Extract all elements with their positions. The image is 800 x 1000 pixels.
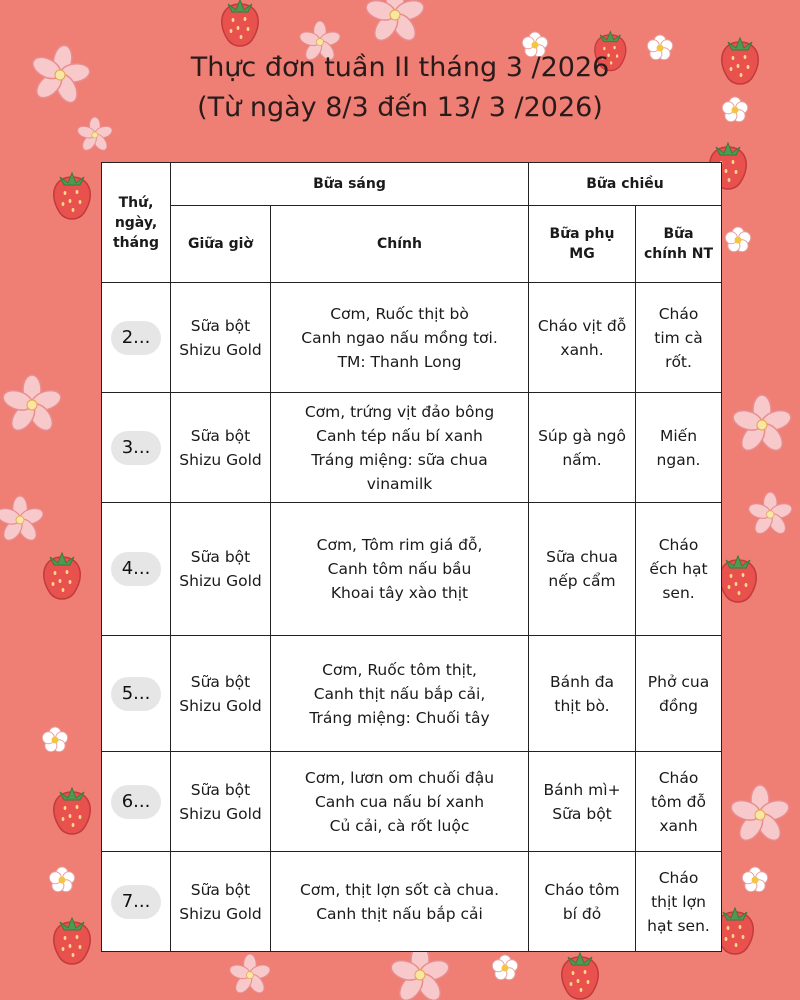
main-meal-cell-line: Canh ngao nấu mồng tơi. [301, 328, 498, 347]
main-nt-cell-line: ngan. [656, 450, 701, 469]
mid-meal-cell-line: Sữa bột [190, 548, 251, 566]
main-nt-cell-line: đồng [659, 696, 699, 715]
main-nt-cell-line: sen. [662, 584, 695, 602]
white-flower-icon [492, 955, 517, 980]
day-cell [102, 503, 171, 636]
side-mg-cell-line: nếp cẩm [548, 572, 616, 590]
cherry-blossom-icon [1, 375, 64, 435]
main-meal-cell-line: TM: Thanh Long [337, 352, 462, 371]
side-mg-cell-line: xanh. [560, 340, 604, 359]
side-mg-cell [529, 752, 636, 852]
strawberry-icon [44, 553, 80, 599]
table-row [102, 636, 722, 752]
mid-meal-cell [171, 503, 271, 636]
main-nt-cell-line: xanh [659, 816, 698, 835]
header-mid-meal: Giữa giờ [171, 206, 271, 283]
main-meal-cell [271, 503, 529, 636]
side-mg-cell [529, 852, 636, 952]
mid-meal-cell-line: Shizu Gold [179, 904, 262, 923]
mid-meal-cell-line: Shizu Gold [179, 572, 262, 590]
mid-meal-cell-line: Sữa bột [190, 426, 251, 445]
cherry-blossom-icon [729, 785, 792, 845]
main-nt-cell [636, 636, 722, 752]
side-mg-cell-line: Bánh mì+ [543, 780, 621, 799]
mid-meal-cell [171, 752, 271, 852]
main-nt-cell-line: Cháo [658, 868, 699, 887]
white-flower-icon [742, 867, 767, 892]
side-mg-cell [529, 283, 636, 393]
cherry-blossom-icon [228, 954, 272, 996]
main-nt-cell-line: Cháo [658, 536, 699, 554]
main-nt-cell-line: Phở cua [647, 672, 710, 691]
mid-meal-cell-line: Sữa bột [190, 316, 251, 335]
main-nt-cell-line: rốt. [665, 352, 692, 371]
main-nt-cell-line: tim cà [654, 328, 703, 347]
main-meal-cell-line: Cơm, Tôm rim giá đỗ, [316, 536, 483, 554]
main-nt-cell-line: Cháo [658, 768, 699, 787]
mid-meal-cell-line: Shizu Gold [179, 340, 262, 359]
side-mg-cell-line: bí đỏ [562, 904, 602, 923]
day-cell [102, 636, 171, 752]
strawberry-icon [720, 556, 756, 602]
side-mg-cell-line: nấm. [562, 450, 602, 469]
main-nt-cell-line: Cháo [658, 304, 699, 323]
mid-meal-cell [171, 283, 271, 393]
strawberry-icon [54, 918, 90, 964]
cherry-blossom-icon [389, 945, 452, 1000]
side-mg-cell-line: Bánh đa [549, 672, 615, 691]
side-mg-cell [529, 636, 636, 752]
table-row [102, 503, 722, 636]
main-meal-cell [271, 283, 529, 393]
page-title: Thực đơn tuần II tháng 3 /2026 [190, 52, 610, 83]
mid-meal-cell-line: Shizu Gold [179, 450, 262, 469]
day-badge: 5... [111, 677, 161, 711]
day-cell [102, 393, 171, 503]
day-badge: 3... [111, 431, 161, 465]
main-meal-cell-line: Cơm, lươn om chuối đậu [304, 768, 495, 787]
side-mg-cell-line: Cháo tôm [544, 880, 620, 899]
main-meal-cell-line: Tráng miệng: sữa chua [311, 450, 488, 469]
main-meal-cell [271, 393, 529, 503]
header-main: Chính [271, 206, 529, 283]
table-row [102, 283, 722, 393]
side-mg-cell-line: thịt bò. [554, 696, 610, 715]
cherry-blossom-icon [747, 492, 794, 537]
main-meal-cell-line: Khoai tây xào thịt [330, 584, 469, 602]
cherry-blossom-icon [364, 0, 427, 45]
main-nt-cell [636, 852, 722, 952]
side-mg-cell-line: Sữa bột [552, 804, 612, 823]
side-mg-cell-line: Cháo vịt đỗ [537, 316, 627, 335]
main-meal-cell-line: Cơm, thịt lợn sốt cà chua. [299, 880, 500, 899]
day-badge: 7... [111, 885, 161, 919]
main-nt-cell-line: ếch hạt [649, 560, 708, 578]
header-main-nt: Bữa chính NT [636, 206, 722, 283]
day-cell [102, 752, 171, 852]
white-flower-icon [49, 867, 74, 892]
main-nt-cell-line: tôm đỗ [651, 792, 706, 811]
day-cell [102, 852, 171, 952]
main-nt-cell [636, 283, 722, 393]
cherry-blossom-icon [0, 496, 45, 544]
main-meal-cell-line: Canh tép nấu bí xanh [316, 426, 483, 445]
table-row [102, 852, 722, 952]
header-side-mg: Bữa phụ MG [529, 206, 636, 283]
table-row [102, 752, 722, 852]
mid-meal-cell [171, 636, 271, 752]
main-meal-cell-line: vinamilk [366, 474, 433, 493]
header-afternoon: Bữa chiều [529, 163, 722, 206]
main-nt-cell-line: thịt lợn [651, 892, 706, 911]
strawberry-icon [562, 953, 598, 999]
table-row [102, 393, 722, 503]
side-mg-cell-line: Súp gà ngô [538, 426, 626, 445]
white-flower-icon [725, 227, 750, 252]
day-cell [102, 283, 171, 393]
mid-meal-cell-line: Shizu Gold [179, 696, 262, 715]
menu-table [101, 162, 722, 952]
mid-meal-cell [171, 852, 271, 952]
side-mg-cell-line: Sữa chua [546, 548, 618, 566]
main-nt-cell-line: hạt sen. [647, 916, 710, 935]
strawberry-icon [54, 788, 90, 834]
main-nt-cell [636, 393, 722, 503]
main-meal-cell [271, 852, 529, 952]
mid-meal-cell-line: Sữa bột [190, 880, 251, 899]
main-meal-cell-line: Cơm, trứng vịt đảo bông [304, 402, 495, 421]
main-meal-cell-line: Canh thịt nấu bắp cải, [313, 684, 486, 703]
mid-meal-cell-line: Sữa bột [190, 780, 251, 799]
mid-meal-cell-line: Sữa bột [190, 672, 251, 691]
strawberry-icon [222, 0, 258, 46]
mid-meal-cell [171, 393, 271, 503]
main-meal-cell [271, 752, 529, 852]
main-meal-cell-line: Củ cải, cà rốt luộc [329, 816, 470, 835]
main-meal-cell-line: Tráng miệng: Chuối tây [309, 708, 490, 727]
main-nt-cell-line: Miến [659, 426, 698, 445]
main-meal-cell [271, 636, 529, 752]
main-meal-cell-line: Canh thịt nấu bắp cải [316, 904, 483, 923]
main-meal-cell-line: Canh tôm nấu bầu [327, 560, 472, 578]
day-badge: 4... [111, 552, 161, 586]
main-nt-cell [636, 503, 722, 636]
cherry-blossom-icon [731, 395, 794, 455]
side-mg-cell [529, 393, 636, 503]
main-nt-cell [636, 752, 722, 852]
page-subtitle: (Từ ngày 8/3 đến 13/ 3 /2026) [197, 92, 603, 123]
main-meal-cell-line: Cơm, Ruốc thịt bò [330, 304, 469, 323]
main-meal-cell-line: Cơm, Ruốc tôm thịt, [322, 660, 477, 679]
strawberry-icon [54, 173, 90, 219]
white-flower-icon [42, 727, 67, 752]
mid-meal-cell-line: Shizu Gold [179, 804, 262, 823]
side-mg-cell [529, 503, 636, 636]
strawberry-icon [717, 908, 753, 954]
main-meal-cell-line: Canh cua nấu bí xanh [314, 792, 485, 811]
day-badge: 2... [111, 321, 161, 355]
header-breakfast: Bữa sáng [171, 163, 529, 206]
day-badge: 6... [111, 785, 161, 819]
header-day: Thứ, ngày, tháng [102, 163, 171, 283]
